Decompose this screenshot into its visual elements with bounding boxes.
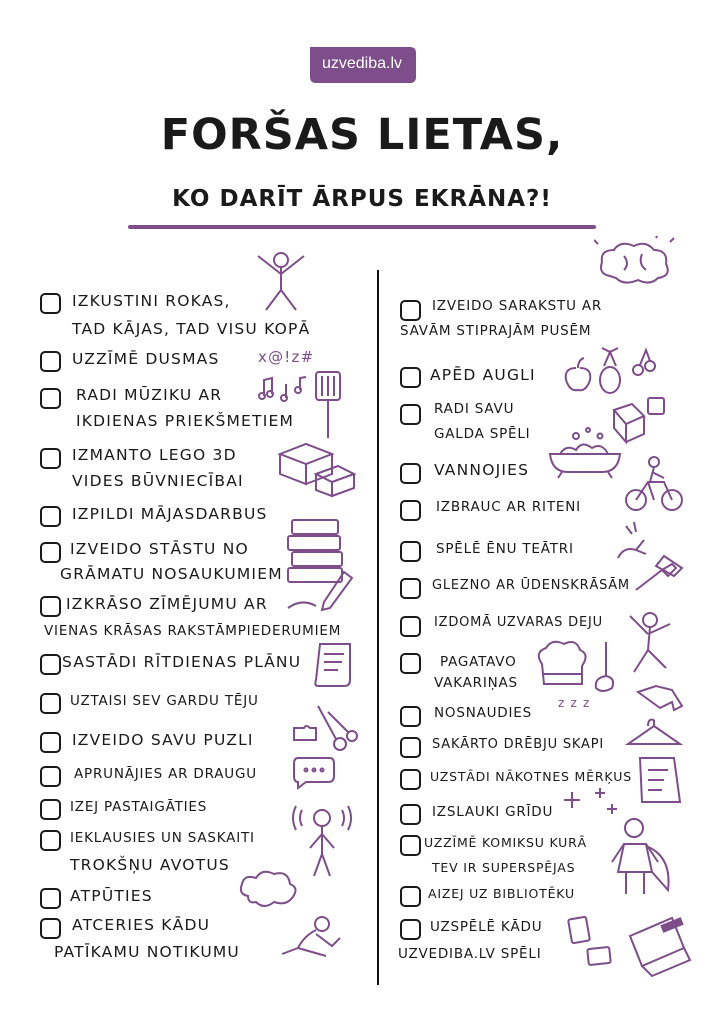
item-label: IZKUSTINI ROKAS,: [72, 292, 231, 310]
item-label: ATPŪTIES: [70, 887, 153, 905]
item-label: GLEZNO AR ŪDENSKRĀSĀM: [432, 578, 630, 593]
checkbox[interactable]: [40, 918, 61, 939]
item-label: SASTĀDI RĪTDIENAS PLĀNU: [62, 653, 302, 671]
page-title: FORŠAS LIETAS,: [160, 110, 564, 160]
item-label: APRUNĀJIES AR DRAUGU: [74, 766, 257, 782]
checkbox[interactable]: [400, 706, 421, 727]
item-label: IZDOMĀ UZVARAS DEJU: [434, 615, 603, 630]
fruit-icon: [562, 346, 662, 394]
checkbox[interactable]: [40, 888, 61, 909]
item-label: VIDES BŪVNIECĪBAI: [72, 472, 244, 490]
checkbox[interactable]: [400, 367, 421, 388]
checkbox[interactable]: [400, 804, 421, 825]
item-label: GRĀMATU NOSAUKUMIEM: [60, 565, 283, 583]
item-label: GALDA SPĒLI: [434, 426, 531, 442]
checkbox[interactable]: [400, 500, 421, 521]
dancing-person-icon: [622, 606, 678, 676]
item-label: SAVĀM STIPRAJĀM PUSĒM: [400, 323, 592, 339]
item-label: RADI SAVU: [434, 401, 515, 417]
item-label: AIZEJ UZ BIBLIOTĒKU: [428, 886, 575, 901]
item-label: VAKARIŅAS: [434, 675, 518, 691]
item-label: IZKRĀSO ZĪMĒJUMU AR: [66, 595, 268, 613]
checkbox[interactable]: [40, 388, 61, 409]
brand-label: uzvediba.lv: [321, 55, 403, 72]
item-label: UZSTĀDI NĀKOTNES MĒRĶUS: [430, 769, 632, 784]
item-label: RADI MŪZIKU AR: [76, 386, 223, 404]
relaxing-person-icon: [276, 910, 346, 960]
checkbox[interactable]: [40, 830, 61, 851]
item-label: IZVEIDO SARAKSTU AR: [432, 298, 603, 314]
checkbox[interactable]: [40, 654, 61, 675]
item-label: UZTAISI SEV GARDU TĒJU: [70, 693, 259, 709]
checkbox[interactable]: [400, 737, 421, 758]
checkbox[interactable]: [40, 766, 61, 787]
goal-notepad-icon: [634, 754, 684, 808]
laptop-game-icon: [622, 914, 692, 980]
speech-bubble-icon: [292, 754, 336, 790]
page-subtitle: KO DARĪT ĀRPUS EKRĀNA?!: [172, 186, 552, 212]
item-label: UZZĪMĒ KOMIKSU KURĀ: [424, 835, 587, 850]
paintbrush-icon: [632, 560, 678, 596]
checkbox[interactable]: [400, 616, 421, 637]
item-label: IZBRAUC AR RITENI: [436, 499, 581, 515]
item-label: TEV IR SUPERSPĒJAS: [432, 860, 576, 875]
chef-hat-ladle-icon: [532, 638, 622, 694]
item-label: ATCERIES KĀDU: [72, 916, 211, 934]
checkbox[interactable]: [400, 769, 421, 790]
music-notes-icon: [258, 376, 308, 402]
item-label: IEKLAUSIES UN SASKAITI: [70, 830, 255, 846]
checkbox[interactable]: [40, 693, 61, 714]
item-label: SPĒLĒ ĒNU TEĀTRI: [436, 541, 574, 557]
checkbox[interactable]: [400, 578, 421, 599]
item-label: IZSLAUKI GRĪDU: [432, 804, 554, 820]
brain-icon: [594, 236, 678, 294]
checkbox[interactable]: [40, 293, 61, 314]
checkbox[interactable]: [40, 732, 61, 753]
item-label: VANNOJIES: [434, 461, 530, 479]
checkbox[interactable]: [40, 542, 61, 563]
checkbox[interactable]: [40, 799, 61, 820]
checkbox[interactable]: [400, 919, 421, 940]
item-label: SAKĀRTO DRĒBJU SKAPI: [432, 737, 604, 752]
item-label: APĒD AUGLI: [430, 366, 536, 384]
item-label: UZZĪMĒ DUSMAS: [72, 350, 220, 368]
stretching-person-icon: [248, 248, 314, 314]
checkbox[interactable]: [40, 596, 61, 617]
checkbox[interactable]: [400, 463, 421, 484]
item-label: UZSPĒLĒ KĀDU: [430, 919, 543, 935]
item-label: PATĪKAMU NOTIKUMU: [54, 943, 240, 961]
superhero-icon: [602, 816, 676, 898]
cards-icon: [564, 908, 624, 978]
scroll-plan-icon: [312, 640, 358, 690]
thought-cloud-icon: [236, 866, 302, 916]
item-label: NOSNAUDIES: [434, 705, 532, 721]
item-label: IKDIENAS PRIEKŠMETIEM: [76, 412, 295, 430]
bicycle-icon: [624, 454, 684, 514]
item-label: IZVEIDO STĀSTU NO: [70, 540, 249, 558]
bathtub-icon: [546, 424, 624, 480]
crayons-icon: [286, 568, 356, 614]
sparkles-icon: [562, 786, 622, 816]
item-label: IZMANTO LEGO 3D: [72, 446, 237, 464]
snore-zzz: z z z: [558, 696, 591, 710]
brand-badge[interactable]: [308, 47, 416, 85]
item-label: TAD KĀJAS, TAD VISU KOPĀ: [72, 320, 311, 338]
checkbox[interactable]: [400, 886, 421, 907]
item-label: IZPILDI MĀJASDARBUS: [72, 505, 268, 523]
item-label: TROKŠŅU AVOTUS: [70, 856, 230, 874]
title-underline: [128, 225, 596, 229]
checkbox[interactable]: [400, 835, 421, 856]
angry-symbols: x@!z#: [258, 348, 315, 366]
item-label: PAGATAVO: [440, 654, 517, 670]
checkbox[interactable]: [40, 351, 61, 372]
checkbox[interactable]: [40, 506, 61, 527]
spatula-icon: [312, 370, 344, 440]
item-label: IZEJ PASTAIGĀTIES: [70, 799, 208, 815]
checkbox[interactable]: [40, 448, 61, 469]
item-label: UZVEDIBA.LV SPĒLI: [398, 946, 542, 962]
column-divider: [377, 270, 379, 985]
hanger-shirt-icon: [622, 682, 688, 756]
checkbox[interactable]: [400, 541, 421, 562]
lego-bricks-icon: [276, 434, 356, 498]
checkbox[interactable]: [400, 404, 421, 425]
item-label: IZVEIDO SAVU PUZLI: [72, 731, 254, 749]
item-label: VIENAS KRĀSAS RAKSTĀMPIEDERUMIEM: [44, 623, 342, 639]
scissors-puzzle-icon: [292, 702, 358, 754]
checkbox[interactable]: [400, 653, 421, 674]
